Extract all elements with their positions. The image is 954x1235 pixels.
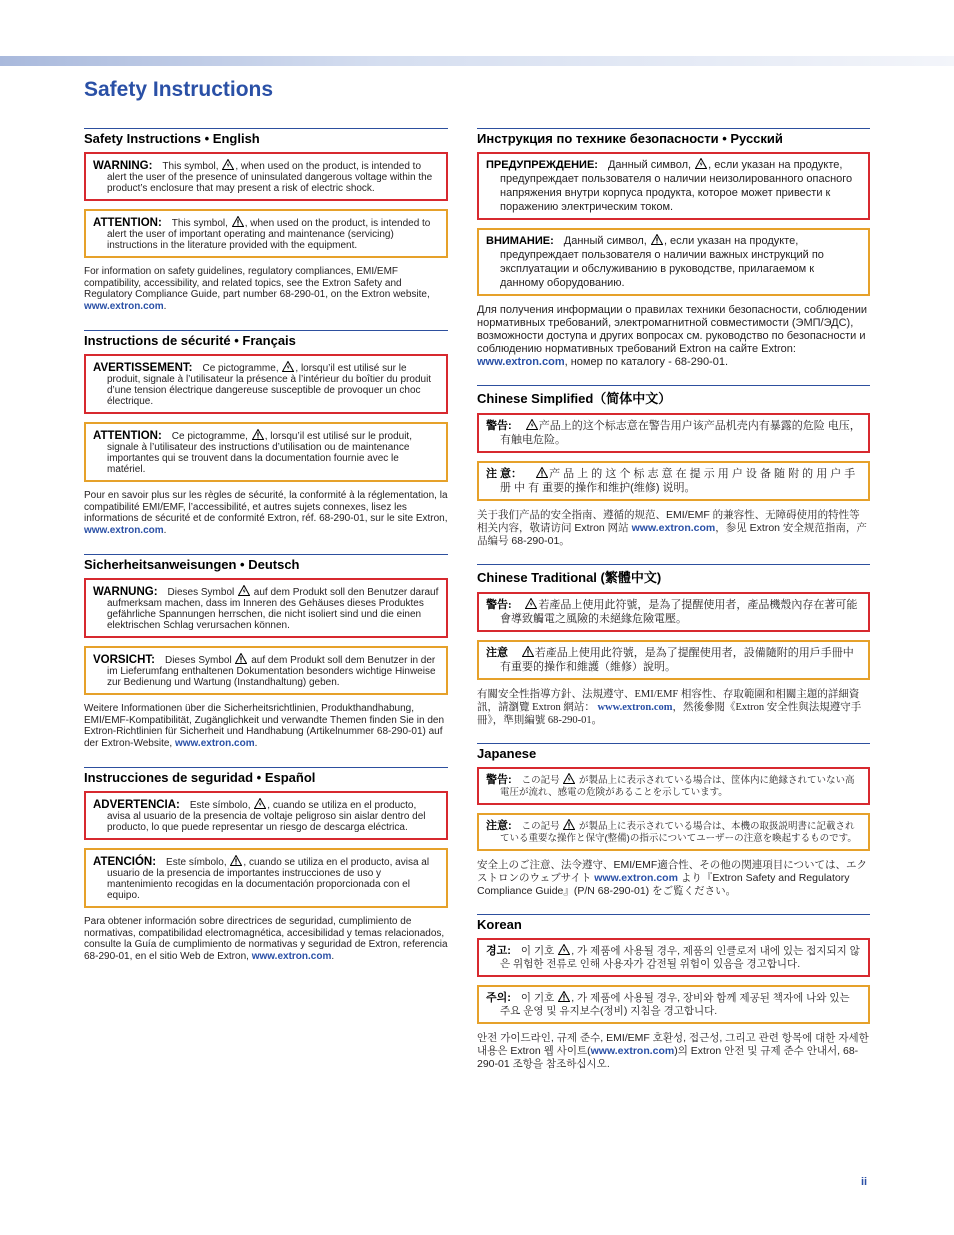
- section-heading: Japanese: [477, 743, 870, 761]
- info-paragraph: [84, 266, 448, 312]
- attention-box: [477, 985, 870, 1024]
- attention-triangle-icon: [558, 991, 570, 1002]
- warning-text-pre: Данный символ,: [607, 159, 692, 171]
- attention-text-pre: Dieses Symbol: [164, 655, 232, 666]
- warning-text-post: , when used on the product, is intended to alert the user of the presence of uninsulated dangerous voltage within the product’s enclosure that may present a risk of electric shock.: [107, 161, 433, 194]
- info-text: 안전 가이드라인, 규제 준수, EMI/EMF 호환성, 접근성, 그리고 관련 항목에 대한 자세한 내용은 Extron 웹 사이트(: [477, 1032, 869, 1057]
- attention-box: [477, 813, 870, 851]
- warning-triangle-icon: [254, 798, 266, 809]
- attention-box: [477, 640, 870, 680]
- extron-link[interactable]: www.extron.com: [594, 872, 678, 884]
- attention-text-post: , when used on the product, is intended to alert the user of important operating and maintenance (servicing) instructions in the literature provided with the equipment.: [107, 218, 431, 251]
- attention-label: ATTENTION:: [93, 430, 162, 442]
- attention-box: [477, 228, 870, 296]
- warning-text-post: , если указан на продукте, предупреждает пользователя о наличии неизолированного опасного напряжения внутри корпуса продукта, которое может привести к поражению электрическим током.: [500, 159, 853, 213]
- warning-label: AVERTISSEMENT:: [93, 362, 193, 374]
- warning-triangle-icon: [525, 598, 537, 609]
- info-tail: .: [163, 300, 167, 312]
- attention-text-post: , lorsqu’il est utilisé sur le produit, signale à l’utilisateur des instructions d’utilisation ou de maintenance importantes qui se trouvent dans la documentation fournie avec le matériel.: [107, 431, 412, 475]
- warning-label: 警告:: [486, 774, 512, 786]
- attention-text-post: が製品上に表示されている場合は、本機の取扱説明書に記載されている重要な操作と保守(整備)の指示についてユーザーの注意を喚起するものです。: [500, 821, 857, 844]
- attention-label: VORSICHT:: [93, 654, 155, 666]
- info-paragraph: [477, 304, 870, 369]
- warning-text-pre: Este símbolo,: [189, 800, 251, 811]
- extron-link[interactable]: www.extron.com: [174, 737, 255, 749]
- attention-label: ВНИМАНИЕ:: [486, 235, 554, 247]
- info-paragraph: [477, 688, 870, 727]
- warning-text-post: , 가 제품에 사용될 경우, 제품의 인클로저 내에 있는 접지되지 않은 위험한 전류로 인해 사용자가 감전될 위험이 있음을 경고합니다.: [500, 945, 860, 970]
- attention-text-post: 产 品 上 的 这 个 标 志 意 在 提 示 用 户 设 备 随 附 的 用 户 手 册 中 有 重要的操作和维护(维修) 说明。: [500, 468, 856, 494]
- attention-text-pre: Este símbolo,: [166, 857, 227, 868]
- warning-text-pre: Ce pictogramme,: [202, 363, 279, 374]
- section-english: [84, 128, 448, 312]
- attention-box: [84, 209, 448, 258]
- warning-box: [84, 152, 448, 201]
- warning-triangle-icon: [222, 159, 234, 170]
- extron-link[interactable]: www.extron.com: [84, 524, 164, 536]
- section-chinese-traditional: [477, 564, 870, 727]
- extron-link[interactable]: www.extron.com: [597, 702, 673, 713]
- attention-label: 注 意：: [486, 468, 523, 480]
- info-text: 有關安全性指導方針、法規遵守、EMI/EMF 相容性、存取範圍和相關主題的詳細資訊，請瀏覽 Extron 網站：: [477, 689, 860, 713]
- section-german: [84, 554, 448, 749]
- attention-box: [84, 422, 448, 482]
- right-column: [477, 128, 870, 1085]
- section-heading: Safety Instructions • English: [84, 128, 448, 146]
- info-text: For information on safety guidelines, regulatory compliances, EMI/EMF compatibility, accessibility, and related topics, see the Extron Safety and Regulatory Compliance Guide, part number 68-290-01, on the Extron website,: [84, 266, 430, 300]
- attention-triangle-icon: [230, 855, 242, 866]
- warning-text-post: , lorsqu’il est utilisé sur le produit, signale à l’utilisateur la présence à l’intérieur du boîtier du produit d’une tension électrique dangereuse susceptible de provoquer un choc électrique.: [107, 363, 432, 407]
- attention-label: 注意: [486, 647, 508, 659]
- attention-box: [84, 646, 448, 695]
- page-number: ii: [861, 1176, 868, 1188]
- info-tail: )의 Extron 안전 및 규제 준수 안내서, 68-290-01 조항을 참조하십시오.: [477, 1045, 859, 1070]
- extron-link[interactable]: www.extron.com: [251, 950, 332, 962]
- extron-link[interactable]: www.extron.com: [631, 522, 716, 534]
- attention-box: [84, 848, 448, 908]
- info-text: Pour en savoir plus sur les règles de sécurité, la conformité à la réglementation, la compatibilité EMI/EMF, l’accessibilité, et autres sujets connexes, lisez les informations de sécurité et de conformité Extron, réf. 68-290-01, sur le site Extron,: [84, 490, 448, 524]
- section-chinese-simplified: [477, 385, 870, 548]
- section-korean: [477, 914, 870, 1071]
- attention-label: ATENCIÓN:: [93, 856, 157, 868]
- warning-text-pre: 이 기호: [520, 945, 555, 957]
- section-french: [84, 330, 448, 536]
- warning-text-post: auf dem Produkt soll den Benutzer darauf aufmerksam machen, dass im Inneren des Gehäuses dieses Produktes gefährliche Spannungen herrschen, die nicht isoliert sind und die einen elektrischen Schlag verursachen können.: [107, 587, 439, 631]
- info-paragraph: [477, 1032, 870, 1071]
- info-text: Para obtener información sobre directrices de seguridad, cumplimiento de normativas, compatibilidad electromagnética, accesibilidad y temas relacionados, consulte la Guía de cumplimiento de normativas y seguridad de Extron, referencia 68-290-01, en el sitio Web de Extron,: [84, 916, 448, 962]
- section-japanese: [477, 743, 870, 898]
- warning-box: [84, 578, 448, 638]
- attention-text-pre: この記号: [521, 821, 560, 832]
- warning-text-pre: Dieses Symbol: [167, 587, 235, 598]
- warning-box: [477, 413, 870, 453]
- warning-text-pre: This symbol,: [162, 161, 219, 172]
- section-heading: Chinese Simplified（简体中文）: [477, 385, 870, 407]
- attention-label: 注意:: [486, 820, 512, 832]
- extron-link[interactable]: www.extron.com: [84, 300, 164, 312]
- section-heading: Korean: [477, 914, 870, 932]
- attention-triangle-icon: [522, 646, 534, 657]
- info-text: 关于我们产品的安全指南、遵循的规范、EMI/EMF 的兼容性、无障碍使用的特性等相关内容，敬请访问 Extron 网站: [477, 509, 860, 534]
- warning-label: WARNUNG:: [93, 586, 158, 598]
- attention-text-pre: This symbol,: [171, 218, 228, 229]
- info-tail: ，然後參閱《Extron 安全性與法規遵守手冊》，準則編號 68-290-01。: [477, 702, 862, 726]
- info-paragraph: [84, 490, 448, 536]
- warning-box: [84, 354, 448, 414]
- info-text: Для получения информации о правилах техники безопасности, соблюдении нормативных требований, электромагнитной совместимости (ЭМП/ЭДС), возможности доступа и других вопросах см. руководство по безопасности и соблюдению нормативных требований Extron на сайте Extron:: [477, 304, 868, 355]
- info-paragraph: [477, 509, 870, 548]
- warning-box: [477, 767, 870, 805]
- warning-label: 경고:: [486, 945, 511, 957]
- section-heading: Chinese Traditional (繁體中文): [477, 564, 870, 586]
- left-column: [84, 128, 448, 976]
- info-paragraph: [84, 703, 448, 749]
- warning-triangle-icon: [238, 585, 250, 596]
- info-tail: .: [254, 737, 258, 749]
- warning-text-post: 产品上的这个标志意在警告用户该产品机壳内有暴露的危险 电压，有触电危险。: [500, 420, 861, 446]
- info-text: Weitere Informationen über die Sicherheitsrichtlinien, Produkthandhabung, EMI/EMF-Kompatibilität, Zugänglichkeit und verwandte Themen finden Sie in den Extron-Richtlinien für Sicherheit und Handhabung (Artikelnummer 68-290-01) auf der Extron-Website,: [84, 703, 445, 749]
- section-spanish: [84, 767, 448, 962]
- info-tail: , номер по каталогу - 68-290-01.: [564, 356, 729, 368]
- warning-box: [477, 152, 870, 220]
- info-paragraph: [84, 916, 448, 962]
- warning-label: WARNING:: [93, 160, 153, 172]
- section-russian: [477, 128, 870, 369]
- warning-triangle-icon: [526, 419, 538, 430]
- warning-box: [477, 592, 870, 632]
- attention-triangle-icon: [536, 467, 548, 478]
- warning-box: [84, 791, 448, 840]
- attention-text-post: auf dem Produkt soll dem Benutzer in der im Lieferumfang enthaltenen Dokumentation besonders wichtige Hinweise zur Bedienung und Wartung (Instandhaltung) geben.: [107, 655, 436, 688]
- attention-text-post: , 가 제품에 사용될 경우, 장비와 함께 제공된 책자에 나와 있는 주요 운영 및 유지보수(정비) 지침을 경고합니다.: [500, 992, 850, 1017]
- section-heading: Instrucciones de seguridad • Español: [84, 767, 448, 785]
- page-title: Safety Instructions: [84, 78, 274, 101]
- warning-triangle-icon: [563, 773, 575, 784]
- attention-text-post: 若產品上使用此符號，是為了提醒使用者，設備隨附的用戶手冊中有重要的操作和維護（維修）說明。: [500, 647, 854, 673]
- warning-text-post: , cuando se utiliza en el producto, avisa al usuario de la presencia de voltaje peligroso sin aislar dentro del producto, lo que puede representar un riesgo de descarga eléctrica.: [107, 800, 426, 833]
- header-bar: [0, 56, 954, 66]
- section-heading: Sicherheitsanweisungen • Deutsch: [84, 554, 448, 572]
- info-tail: より『Extron Safety and Regulatory Compliance Guide』(P/N 68-290-01) をご覧ください。: [477, 872, 850, 897]
- info-tail: .: [163, 524, 167, 536]
- attention-label: 주의:: [486, 992, 511, 1004]
- warning-label: ADVERTENCIA:: [93, 799, 180, 811]
- warning-box: [477, 938, 870, 977]
- warning-label: 警告:: [486, 599, 512, 611]
- extron-link[interactable]: www.extron.com: [477, 356, 565, 368]
- warning-text-post: 若產品上使用此符號，是為了提醒使用者，產品機殼內存在著可能會導致觸電之風險的未絕緣危險電壓。: [500, 599, 858, 625]
- extron-link[interactable]: www.extron.com: [590, 1045, 675, 1057]
- attention-box: [477, 461, 870, 501]
- attention-text-post: , cuando se utiliza en el producto, avisa al usuario de la presencia de importantes instrucciones de uso y mantenimiento recogidas en la documentación proporcionada con el equipo.: [107, 857, 430, 901]
- warning-text-pre: この記号: [521, 775, 560, 786]
- attention-triangle-icon: [252, 429, 264, 440]
- attention-text-pre: Ce pictogramme,: [171, 431, 248, 442]
- warning-label: 警告:: [486, 420, 512, 432]
- info-paragraph: [477, 859, 870, 898]
- attention-label: ATTENTION:: [93, 217, 162, 229]
- section-heading: Инструкция по технике безопасности • Русский: [477, 128, 870, 146]
- attention-text-pre: Данный символ,: [563, 235, 647, 247]
- info-tail: .: [331, 950, 335, 962]
- info-tail: ，参见 Extron 安全规范指南，产品编号 68-290-01。: [477, 522, 867, 547]
- attention-text-post: , если указан на продукте, предупреждает пользователя о наличии важных инструкций по эксплуатации и обслуживанию в руководстве, прилагаемом к данному оборудованию.: [500, 235, 824, 289]
- attention-triangle-icon: [563, 819, 575, 830]
- warning-triangle-icon: [558, 944, 570, 955]
- warning-label: ПРЕДУПРЕЖДЕНИЕ:: [486, 159, 598, 171]
- attention-triangle-icon: [651, 234, 663, 245]
- warning-triangle-icon: [282, 361, 294, 372]
- attention-triangle-icon: [235, 653, 247, 664]
- warning-text-post: が製品上に表示されている場合は、筐体内に絶縁されていない高電圧が流れ、感電の危険があることを示しています。: [500, 775, 855, 798]
- section-heading: Instructions de sécurité • Français: [84, 330, 448, 348]
- attention-text-pre: 이 기호: [520, 992, 555, 1004]
- attention-triangle-icon: [232, 216, 244, 227]
- warning-triangle-icon: [695, 158, 707, 169]
- info-text: 安全上のご注意、法令遵守、EMI/EMF適合性、その他の関連項目については、エクストロンのウェブサイト: [477, 859, 868, 884]
